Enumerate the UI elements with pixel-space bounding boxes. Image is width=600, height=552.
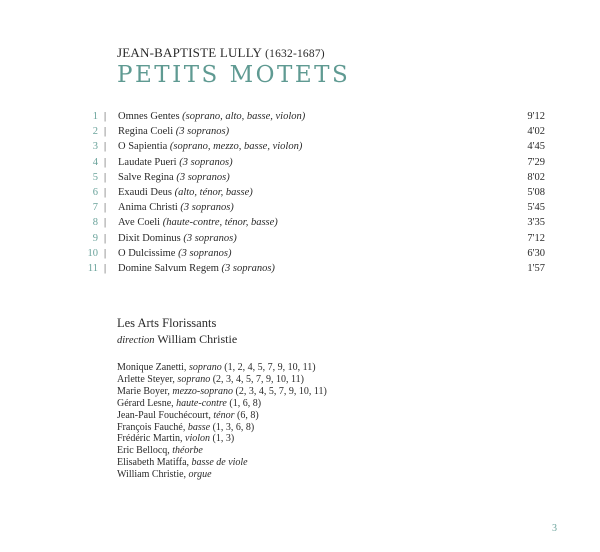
track-duration: 7'29 [527,156,545,168]
performer-name: Elisabeth Matiffa, [117,457,190,469]
track-number: 10 [87,247,98,259]
track-title: Anima Christi [118,202,178,214]
track-row [0,231,600,246]
track-row [0,109,600,124]
performer-tracks: (1, 3) [212,433,235,445]
track-list [0,109,600,276]
composer-line [117,45,325,61]
performer-name: François Fauché, [117,421,186,433]
track-row [0,261,600,276]
performer-item [117,433,327,445]
track-duration: 4'45 [527,141,545,153]
track-title-line [118,109,305,124]
track-voices: (3 sopranos) [180,202,234,214]
track-title: Laudate Pueri [118,156,177,168]
performer-tracks: (1, 3, 6, 8) [212,421,255,433]
track-row [0,185,600,200]
track-number: 11 [87,262,98,274]
performer-role: haute-contre [176,397,227,409]
track-title-line [118,170,230,185]
track-number: 7 [92,202,98,214]
track-title-line [118,185,253,200]
track-title-line [118,261,275,276]
performer-role: ténor [213,409,235,421]
track-duration: 1'57 [527,262,545,274]
performer-item [117,445,327,457]
composer-dates: (1632-1687) [265,48,325,60]
performer-role: basse de viole [191,457,248,469]
performer-item [117,457,327,469]
track-voices: (haute-contre, ténor, basse) [162,217,278,229]
track-title: Ave Coeli [118,217,161,229]
track-separator: | [104,217,107,229]
performer-tracks: (1, 2, 4, 5, 7, 9, 10, 11) [224,362,316,373]
track-voices: (3 sopranos) [178,247,232,259]
track-number: 2 [92,126,98,138]
performer-name: Monique Zanetti, [117,362,187,373]
performer-tracks: (1, 6, 8) [229,397,262,409]
performer-tracks: (6, 8) [236,409,259,421]
track-duration: 5'08 [527,186,545,198]
track-number: 1 [92,111,98,122]
performer-name: Frédéric Martin, [117,433,183,445]
track-title: Dixit Dominus [118,232,181,244]
performer-role: basse [187,421,211,433]
track-title: Domine Salvum Regem [118,262,219,274]
track-separator: | [104,247,107,259]
track-voices: (3 sopranos) [176,171,230,183]
track-duration: 6'30 [527,247,545,259]
performer-name: William Christie, [117,469,187,481]
performer-role: mezzo-soprano [172,385,233,397]
performer-name: Eric Bellocq, [117,445,170,457]
ensemble-name: Les Arts Florissants [117,316,217,330]
performer-item [117,362,327,374]
track-voices: (3 sopranos) [221,262,275,274]
track-number: 8 [92,217,98,229]
track-separator: | [104,126,107,138]
track-separator: | [104,186,107,198]
direction-line [117,332,237,347]
performer-name: Marie Boyer, [117,385,170,397]
track-title-line [118,200,234,215]
performer-name: Arlette Steyer, [117,373,175,385]
performer-item [117,374,327,386]
track-duration: 9'12 [527,111,545,122]
track-separator: | [104,262,107,274]
track-separator: | [104,232,107,244]
performer-item [117,469,327,481]
track-title-line [118,155,233,170]
track-title-line [118,139,302,154]
track-row [0,155,600,170]
performer-role: orgue [188,469,212,481]
track-voices: (3 sopranos) [183,232,237,244]
track-title: Salve Regina [118,171,174,183]
track-row [0,124,600,139]
conductor-name: William Christie [157,332,238,346]
track-separator: | [104,141,107,153]
track-row [0,215,600,230]
performer-role: théorbe [172,445,203,457]
performer-tracks: (2, 3, 4, 5, 7, 9, 10, 11) [235,385,327,397]
performer-item [117,398,327,410]
direction-label: direction [117,335,155,346]
track-title-line [118,124,229,139]
track-separator: | [104,171,107,183]
performer-item [117,422,327,434]
composer-name: JEAN-BAPTISTE LULLY [117,45,262,60]
performer-tracks: (2, 3, 4, 5, 7, 9, 10, 11) [212,373,305,385]
track-number: 9 [92,232,98,244]
track-title: O Dulcissime [118,247,176,259]
track-title-line [118,246,231,261]
track-title: Exaudi Deus [118,186,172,198]
track-voices: (3 sopranos) [175,126,230,138]
track-duration: 5'45 [527,202,545,214]
track-voices: (alto, ténor, basse) [174,186,253,198]
track-separator: | [104,156,107,168]
track-title: Regina Coeli [118,126,174,138]
track-number: 4 [92,156,98,168]
track-number: 3 [92,141,98,153]
track-voices: (3 sopranos) [179,156,233,168]
performer-list [117,362,327,481]
track-title-line [118,231,237,246]
track-row [0,170,600,185]
track-row [0,139,600,154]
track-voices: (soprano, alto, basse, violon) [182,111,306,122]
performer-role: soprano [177,373,211,385]
performer-role: soprano [188,362,222,373]
track-row [0,200,600,215]
album-title: PETITS MOTETS [117,62,351,88]
track-row [0,246,600,261]
track-title: O Sapientia [118,141,168,153]
track-title-line [118,215,278,230]
track-title: Omnes Gentes [118,111,180,122]
track-separator: | [104,111,107,122]
track-number: 5 [92,171,98,183]
performer-role: violon [185,433,211,445]
performer-name: Jean-Paul Fouchécourt, [117,409,211,421]
track-number: 6 [92,186,98,198]
page-number: 3 [552,523,557,534]
track-duration: 8'02 [527,171,545,183]
track-duration: 4'02 [527,126,545,138]
track-separator: | [104,202,107,214]
performer-item [117,386,327,398]
performer-item [117,410,327,422]
track-duration: 3'35 [527,217,545,229]
track-voices: (soprano, mezzo, basse, violon) [169,141,303,153]
track-duration: 7'12 [527,232,545,244]
performer-name: Gérard Lesne, [117,397,174,409]
